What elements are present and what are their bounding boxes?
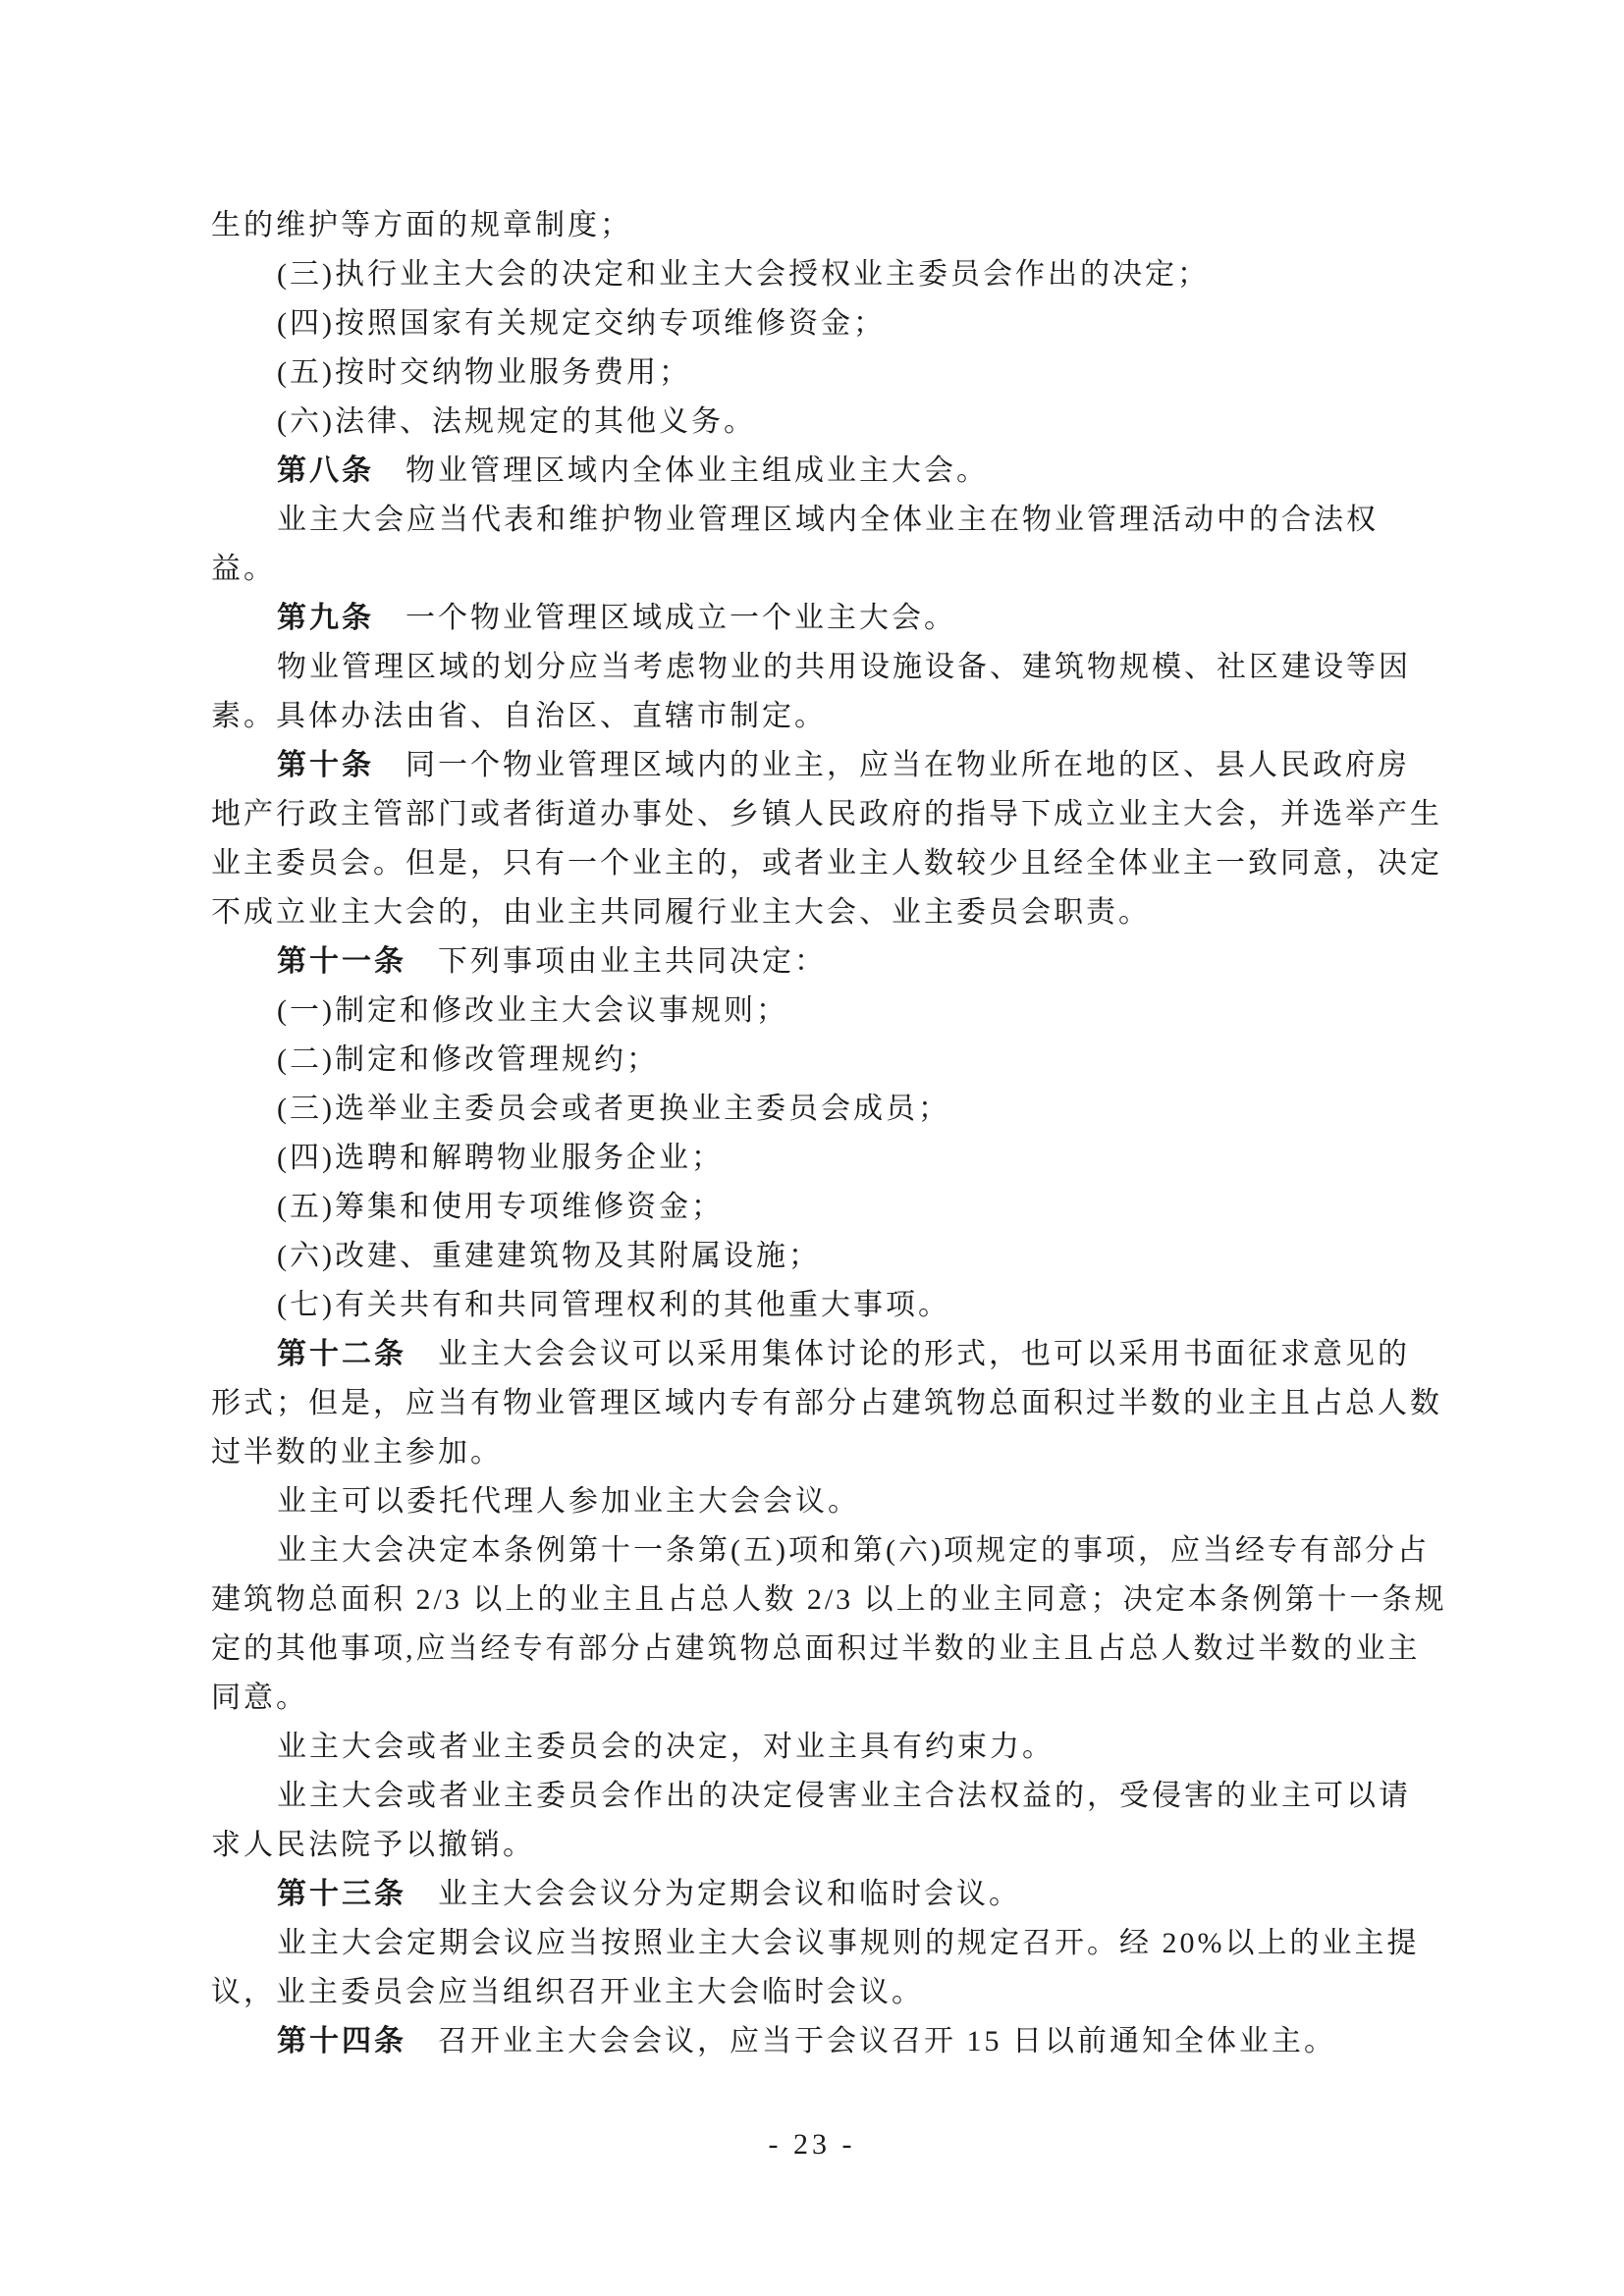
text-line xyxy=(211,1428,1458,1477)
line-text: (三)选举业主委员会或者更换业主委员会成员； xyxy=(277,1093,950,1125)
text-line xyxy=(211,1919,1458,1968)
line-text: 不成立业主大会的，由业主共同履行业主大会、业主委员会职责。 xyxy=(211,896,1151,929)
article-number: 第十一条 xyxy=(277,945,406,978)
line-text: 物业管理区域的划分应当考虑物业的共用设施设备、建筑物规模、社区建设等因 xyxy=(277,651,1411,683)
line-text: 业主大会会议可以采用集体讨论的形式，也可以采用书面征求意见的 xyxy=(438,1338,1410,1370)
text-line xyxy=(211,790,1458,839)
line-text: 求人民法院予以撤销。 xyxy=(211,1829,535,1861)
article-heading-line xyxy=(211,2017,1458,2066)
text-line xyxy=(211,250,1458,299)
article-heading-line xyxy=(211,447,1458,496)
line-text: 生的维护等方面的规章制度； xyxy=(211,209,632,241)
line-text: 一个物业管理区域成立一个业主大会。 xyxy=(406,602,956,634)
line-text: (五)按时交纳物业服务费用； xyxy=(277,356,691,389)
text-line xyxy=(211,1232,1458,1281)
line-text: (四)按照国家有关规定交纳专项维修资金； xyxy=(277,307,886,340)
text-line xyxy=(211,201,1458,250)
text-line xyxy=(211,348,1458,398)
line-text: 益。 xyxy=(211,553,276,585)
text-line xyxy=(211,987,1458,1036)
text-line xyxy=(211,398,1458,447)
line-text: 素。具体办法由省、自治区、直辖市制定。 xyxy=(211,700,827,732)
text-line xyxy=(211,888,1458,937)
article-number: 第八条 xyxy=(277,454,374,487)
article-number: 第十四条 xyxy=(277,2025,406,2057)
line-text: (一)制定和修改业主大会议事规则； xyxy=(277,994,788,1027)
text-line xyxy=(211,643,1458,692)
article-heading-line xyxy=(211,937,1458,987)
text-line xyxy=(211,299,1458,348)
text-block xyxy=(211,201,1458,2066)
text-line xyxy=(211,496,1458,545)
text-line xyxy=(211,1379,1458,1428)
line-text: 业主委员会。但是，只有一个业主的，或者业主人数较少且经全体业主一致同意，决定 xyxy=(211,847,1442,880)
article-heading-line xyxy=(211,1330,1458,1379)
article-number: 第九条 xyxy=(277,602,374,634)
line-text: 业主大会或者业主委员会作出的决定侵害业主合法权益的，受侵害的业主可以请 xyxy=(277,1780,1411,1812)
text-line xyxy=(211,1183,1458,1232)
text-line xyxy=(211,839,1458,888)
line-text: 同意。 xyxy=(211,1682,308,1714)
line-text: 议，业主委员会应当组织召开业主大会临时会议。 xyxy=(211,1976,924,2008)
line-text: 业主大会定期会议应当按照业主大会议事规则的规定召开。经 20%以上的业主提 xyxy=(277,1927,1420,1959)
line-text: 定的其他事项,应当经专有部分占建筑物总面积过半数的业主且占总人数过半数的业主 xyxy=(211,1632,1421,1665)
text-line xyxy=(211,692,1458,741)
article-heading-line xyxy=(211,594,1458,643)
line-text: (三)执行业主大会的决定和业主大会授权业主委员会作出的决定； xyxy=(277,258,1210,291)
text-line xyxy=(211,1085,1458,1134)
line-text: 业主大会或者业主委员会的决定，对业主具有约束力。 xyxy=(277,1731,1055,1763)
line-text: 业主大会决定本条例第十一条第(五)项和第(六)项规定的事项，应当经专有部分占 xyxy=(277,1534,1430,1567)
text-line xyxy=(211,1821,1458,1870)
text-line xyxy=(211,1674,1458,1723)
article-heading-line xyxy=(211,1870,1458,1919)
article-number: 第十三条 xyxy=(277,1878,406,1910)
text-line xyxy=(211,545,1458,594)
line-text: (七)有关共有和共同管理权利的其他重大事项。 xyxy=(277,1289,950,1321)
text-line xyxy=(211,1477,1458,1526)
text-line xyxy=(211,1134,1458,1183)
line-text: 业主大会应当代表和维护物业管理区域内全体业主在物业管理活动中的合法权 xyxy=(277,504,1379,536)
line-text: (六)改建、重建建筑物及其附属设施； xyxy=(277,1240,821,1272)
line-text: 下列事项由业主共同决定： xyxy=(438,945,827,978)
text-line xyxy=(211,1036,1458,1085)
line-text: (六)法律、法规规定的其他义务。 xyxy=(277,405,756,438)
article-heading-line xyxy=(211,741,1458,790)
line-text: 建筑物总面积 2/3 以上的业主且占总人数 2/3 以上的业主同意；决定本条例第十一条规 xyxy=(211,1583,1447,1616)
text-line xyxy=(211,1281,1458,1330)
line-text: 业主大会会议分为定期会议和临时会议。 xyxy=(438,1878,1021,1910)
line-text: 召开业主大会会议，应当于会议召开 15 日以前通知全体业主。 xyxy=(438,2025,1336,2057)
line-text: 地产行政主管部门或者街道办事处、乡镇人民政府的指导下成立业主大会，并选举产生 xyxy=(211,798,1442,830)
text-line xyxy=(211,1723,1458,1772)
line-text: 物业管理区域内全体业主组成业主大会。 xyxy=(406,454,989,487)
line-text: (四)选聘和解聘物业服务企业； xyxy=(277,1142,724,1174)
line-text: (五)筹集和使用专项维修资金； xyxy=(277,1191,724,1223)
page-number: - 23 - xyxy=(768,2128,856,2161)
article-number: 第十条 xyxy=(277,749,374,781)
line-text: 形式；但是，应当有物业管理区域内专有部分占建筑物总面积过半数的业主且占总人数 xyxy=(211,1387,1442,1419)
line-text: 同一个物业管理区域内的业主，应当在物业所在地的区、县人民政府房 xyxy=(406,749,1410,781)
text-line xyxy=(211,1772,1458,1821)
line-text: 过半数的业主参加。 xyxy=(211,1436,503,1468)
line-text: (二)制定和修改管理规约； xyxy=(277,1043,659,1076)
text-line xyxy=(211,1968,1458,2017)
text-line xyxy=(211,1625,1458,1674)
text-line xyxy=(211,1575,1458,1625)
text-line xyxy=(211,1526,1458,1575)
article-number: 第十二条 xyxy=(277,1338,406,1370)
line-text: 业主可以委托代理人参加业主大会会议。 xyxy=(277,1485,860,1518)
